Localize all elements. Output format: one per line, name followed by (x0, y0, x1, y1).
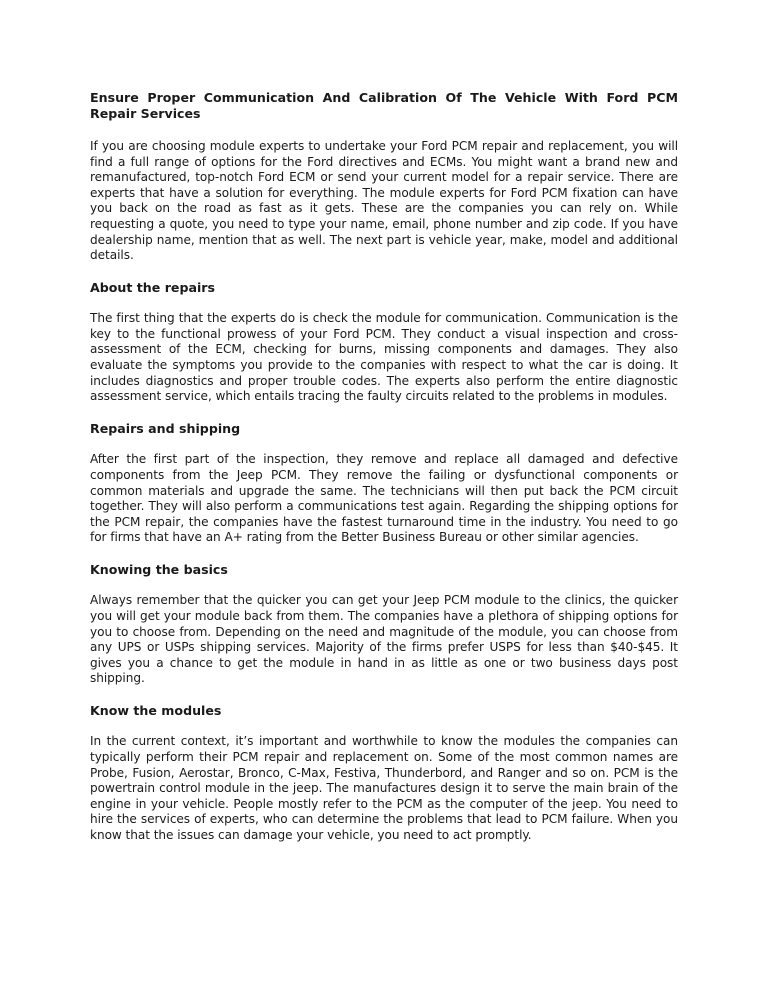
section-body-about-repairs: The first thing that the experts do is check the module for communication. Communication is the key to the functional prowess of your Ford PCM. They conduct a visual inspection and cross-assessment of the ECM, checking for burns, missing components and damages. They also evaluate the symptoms you provide to the companies with respect to what the car is doing. It includes diagnostics and proper trouble codes. The experts also perform the entire diagnostic assessment service, which entails tracing the faulty circuits related to the problems in modules. (90, 311, 678, 404)
document-title: Ensure Proper Communication And Calibration Of The Vehicle With Ford PCM Repair Services (90, 90, 678, 121)
section-body-know-modules: In the current context, it’s important and worthwhile to know the modules the companies can typically perform their PCM repair and replacement on. Some of the most common names are Probe, Fusion, Aerostar, Bronco, C-Max, Festiva, Thunderbord, and Ranger and so on. PCM is the powertrain control module in the jeep. The manufactures design it to serve the main brain of the engine in your vehicle. People mostly refer to the PCM as the computer of the jeep. You need to hire the services of experts, who can determine the problems that lead to PCM failure. When you know that the issues can damage your vehicle, you need to act promptly. (90, 734, 678, 842)
section-heading-repairs-shipping: Repairs and shipping (90, 420, 241, 436)
document-page (90, 90, 678, 860)
section-body-knowing-basics: Always remember that the quicker you can get your Jeep PCM module to the clinics, the quicker you will get your module back from them. The companies have a plethora of shipping options for you to choose from. Depending on the need and magnitude of the module, you can choose from any UPS or USPs shipping services. Majority of the firms prefer USPS for less than $40-$45. It gives you a chance to get the module in hand in as little as one or two business days post shipping. (90, 593, 678, 686)
section-heading-about-repairs: About the repairs (90, 279, 215, 295)
section-heading-know-modules: Know the modules (90, 702, 222, 718)
section-heading-knowing-basics: Knowing the basics (90, 561, 228, 577)
section-body-repairs-shipping: After the first part of the inspection, they remove and replace all damaged and defective components from the Jeep PCM. They remove the failing or dysfunctional components or common materials and upgrade the same. The technicians will then put back the PCM circuit together. They will also perform a communications test again. Regarding the shipping options for the PCM repair, the companies have the fastest turnaround time in the industry. You need to go for firms that have an A+ rating from the Better Business Bureau or other similar agencies. (90, 452, 678, 545)
intro-paragraph: If you are choosing module experts to undertake your Ford PCM repair and replacement, you will find a full range of options for the Ford directives and ECMs. You might want a brand new and remanufactured, top-notch Ford ECM or send your current model for a repair service. There are experts that have a solution for everything. The module experts for Ford PCM fixation can have you back on the road as fast as it gets. These are the companies you can rely on. While requesting a quote, you need to type your name, email, phone number and zip code. If you have dealership name, mention that as well. The next part is vehicle year, make, model and additional details. (90, 139, 678, 263)
